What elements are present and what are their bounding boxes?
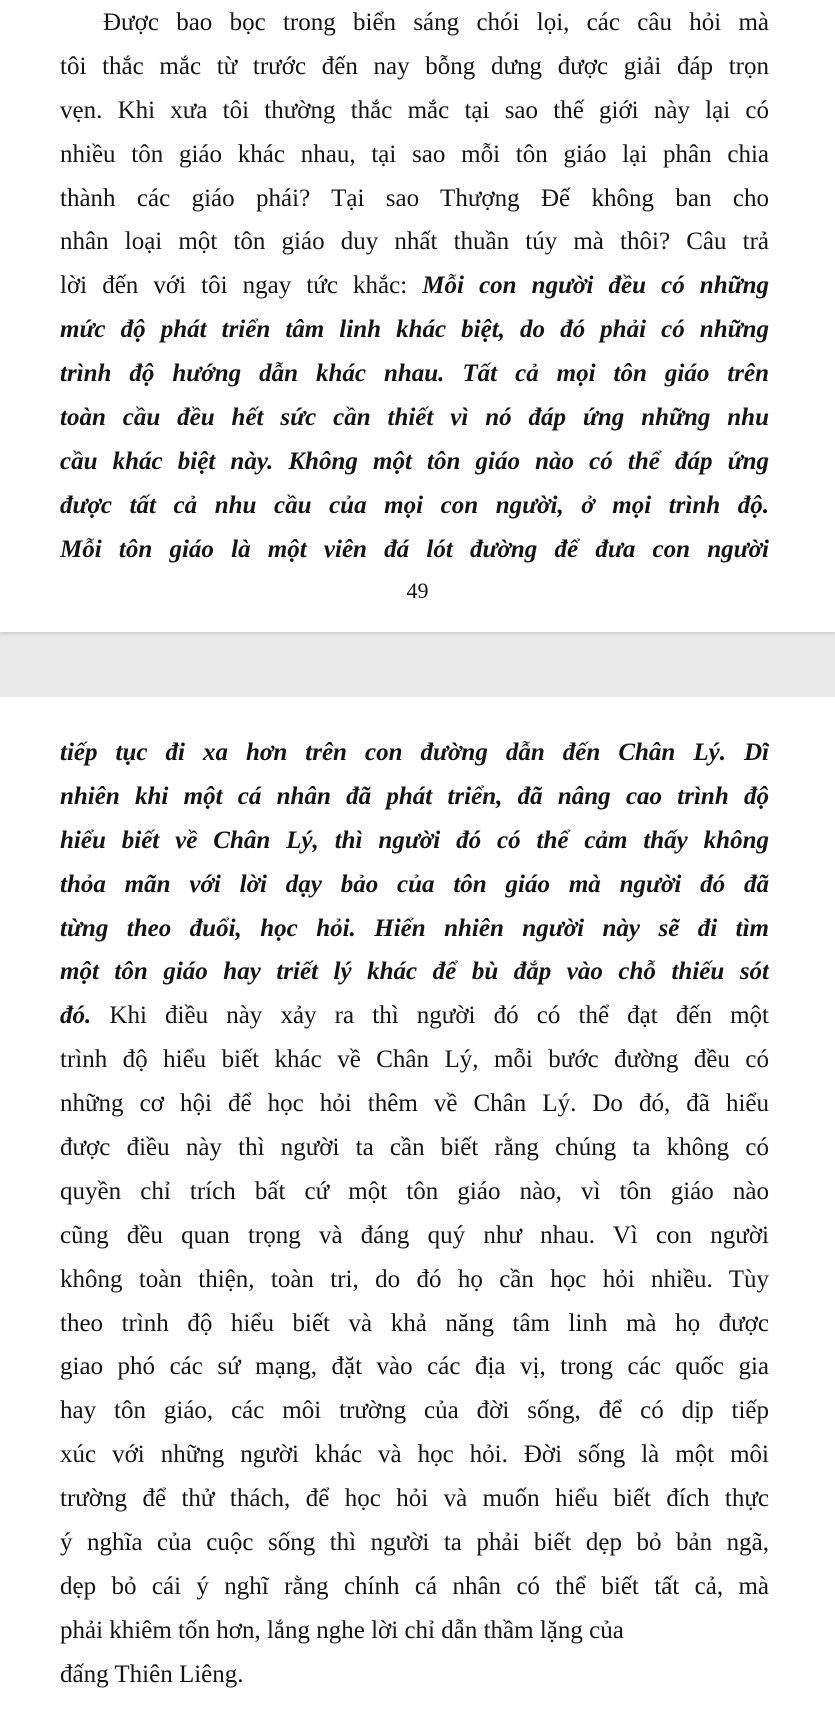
text-line-mixed bbox=[60, 264, 769, 308]
book-page-49 bbox=[0, 0, 835, 632]
text-line: hay tôn giáo, các môi trường của đời sống, để có dịp tiếp bbox=[60, 1397, 769, 1425]
text-line: tôi thắc mắc từ trước đến nay bỗng dưng được giải đáp trọn bbox=[60, 52, 769, 80]
book-page-50 bbox=[0, 697, 835, 1717]
text-line: Được bao bọc trong biển sáng chói lọi, các câu hỏi mà bbox=[103, 9, 769, 36]
plain-text: Khi điều này xảy ra thì người đó có thể đạt đến một bbox=[91, 1002, 769, 1030]
page-number: 49 bbox=[406, 578, 429, 603]
text-line: vẹn. Khi xưa tôi thường thắc mắc tại sao thế giới này lại có bbox=[60, 96, 769, 124]
text-line: xúc với những người khác và học hỏi. Đời sống là một môi bbox=[60, 1441, 769, 1469]
emphasized-line: tiếp tục đi xa hơn trên con đường dẫn đến Chân Lý. Dĩ bbox=[60, 739, 769, 766]
text-line-mixed bbox=[60, 994, 769, 1038]
text-line: những cơ hội để học hỏi thêm về Chân Lý. Do đó, đã hiểu bbox=[60, 1090, 769, 1118]
emphasized-line: cầu khác biệt này. Không một tôn giáo nào có thể đáp ứng bbox=[60, 447, 769, 475]
text-line: phải khiêm tốn hơn, lắng nghe lời chỉ dẫn thầm lặng của bbox=[60, 1616, 624, 1644]
text-line: nhân loại một tôn giáo duy nhất thuần túy mà thôi? Câu trả bbox=[60, 228, 769, 256]
emphasized-line: Mỗi tôn giáo là một viên đá lót đường để đưa con người bbox=[60, 535, 769, 563]
emphasized-line: nhiên khi một cá nhân đã phát triển, đã nâng cao trình độ bbox=[60, 782, 769, 810]
plain-text: lời đến với tôi ngay tức khắc: bbox=[60, 272, 423, 300]
text-line: ý nghĩa của cuộc sống thì người ta phải biết dẹp bỏ bản ngã, bbox=[60, 1529, 769, 1557]
emphasized-line: trình độ hướng dẫn khác nhau. Tất cả mọi tôn giáo trên bbox=[60, 360, 769, 388]
text-line: đấng Thiên Liêng. bbox=[60, 1660, 244, 1688]
text-line: cũng đều quan trọng và đáng quý như nhau. Vì con người bbox=[60, 1221, 769, 1249]
emphasized-line: từng theo đuổi, học hỏi. Hiển nhiên người này sẽ đi tìm bbox=[60, 914, 769, 942]
text-line: quyền chỉ trích bất cứ một tôn giáo nào, vì tôn giáo nào bbox=[60, 1177, 769, 1205]
emphasized-line: thỏa mãn với lời dạy bảo của tôn giáo mà người đó đã bbox=[60, 870, 769, 898]
text-line: được điều này thì người ta cần biết rằng chúng ta không có bbox=[60, 1134, 769, 1162]
text-line: trường để thử thách, để học hỏi và muốn hiểu biết đích thực bbox=[60, 1485, 769, 1513]
text-line: trình độ hiểu biết khác về Chân Lý, mỗi bước đường đều có bbox=[60, 1046, 769, 1074]
text-line: thành các giáo phái? Tại sao Thượng Đế không ban cho bbox=[60, 184, 769, 212]
text-line: theo trình độ hiểu biết và khả năng tâm linh mà họ được bbox=[60, 1309, 769, 1337]
emphasized-line: một tôn giáo hay triết lý khác để bù đắp vào chỗ thiếu sót bbox=[60, 958, 769, 986]
text-line: dẹp bỏ cái ý nghĩ rằng chính cá nhân có thể biết tất cả, mà bbox=[60, 1572, 769, 1600]
text-line: không toàn thiện, toàn tri, do đó họ cần học hỏi nhiều. Tùy bbox=[60, 1265, 769, 1293]
emphasized-text: Mỗi con người đều có những bbox=[422, 272, 769, 300]
text-line: giao phó các sứ mạng, đặt vào các địa vị, trong các quốc gia bbox=[60, 1353, 769, 1381]
text-line: nhiều tôn giáo khác nhau, tại sao mỗi tôn giáo lại phân chia bbox=[60, 140, 769, 168]
emphasized-line: mức độ phát triển tâm linh khác biệt, do đó phải có những bbox=[60, 316, 769, 344]
page-49-text bbox=[60, 1, 769, 572]
emphasized-line: hiểu biết về Chân Lý, thì người đó có thể cảm thấy không bbox=[60, 826, 769, 854]
emphasized-text: đó. bbox=[60, 1002, 92, 1030]
page-50-text bbox=[60, 731, 769, 1697]
emphasized-line: được tất cả nhu cầu của mọi con người, ở mọi trình độ. bbox=[60, 491, 769, 519]
emphasized-line: toàn cầu đều hết sức cần thiết vì nó đáp ứng những nhu bbox=[60, 404, 769, 432]
